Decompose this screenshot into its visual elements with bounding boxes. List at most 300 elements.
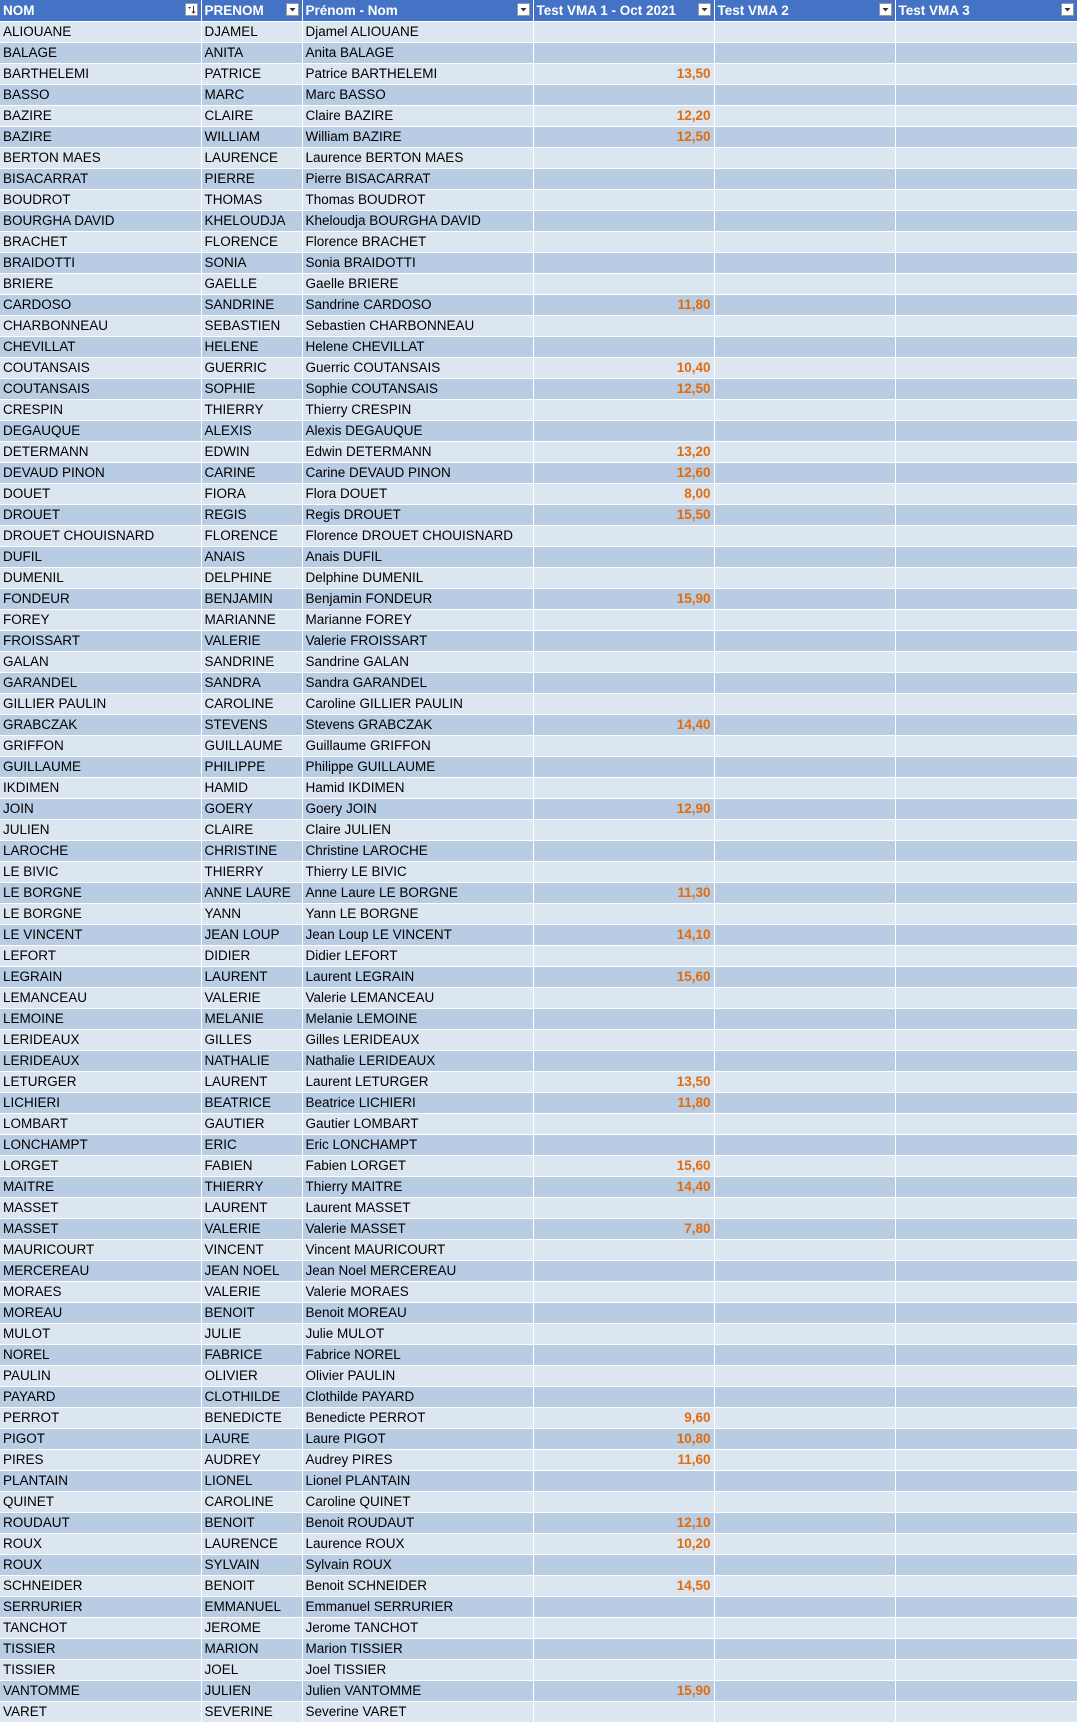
cell-nom[interactable]: DROUET CHOUISNARD [0, 526, 201, 547]
cell-prenom-nom[interactable]: Caroline GILLIER PAULIN [302, 694, 533, 715]
cell-vma2[interactable] [714, 652, 895, 673]
cell-vma1[interactable] [533, 232, 714, 253]
cell-vma3[interactable] [895, 1660, 1077, 1681]
cell-vma2[interactable] [714, 862, 895, 883]
cell-prenom[interactable]: PIERRE [201, 169, 302, 190]
cell-vma3[interactable] [895, 1324, 1077, 1345]
cell-vma1[interactable]: 15,50 [533, 505, 714, 526]
cell-vma2[interactable] [714, 1618, 895, 1639]
cell-vma2[interactable] [714, 799, 895, 820]
cell-prenom-nom[interactable]: Delphine DUMENIL [302, 568, 533, 589]
cell-prenom-nom[interactable]: Florence BRACHET [302, 232, 533, 253]
cell-vma1[interactable] [533, 1492, 714, 1513]
cell-prenom[interactable]: SYLVAIN [201, 1555, 302, 1576]
cell-prenom-nom[interactable]: Benoit MOREAU [302, 1303, 533, 1324]
cell-vma3[interactable] [895, 253, 1077, 274]
cell-vma1[interactable] [533, 526, 714, 547]
cell-vma2[interactable] [714, 358, 895, 379]
cell-nom[interactable]: LEMANCEAU [0, 988, 201, 1009]
cell-vma2[interactable] [714, 190, 895, 211]
cell-nom[interactable]: COUTANSAIS [0, 379, 201, 400]
cell-nom[interactable]: LEMOINE [0, 1009, 201, 1030]
cell-prenom-nom[interactable]: Philippe GUILLAUME [302, 757, 533, 778]
cell-prenom[interactable]: LAURENT [201, 1072, 302, 1093]
cell-vma1[interactable]: 11,30 [533, 883, 714, 904]
cell-prenom-nom[interactable]: William BAZIRE [302, 127, 533, 148]
cell-prenom-nom[interactable]: Flora DOUET [302, 484, 533, 505]
cell-vma3[interactable] [895, 988, 1077, 1009]
cell-vma3[interactable] [895, 1576, 1077, 1597]
cell-vma1[interactable] [533, 946, 714, 967]
cell-vma1[interactable]: 11,60 [533, 1450, 714, 1471]
cell-vma1[interactable]: 14,40 [533, 1177, 714, 1198]
cell-nom[interactable]: PAYARD [0, 1387, 201, 1408]
cell-nom[interactable]: BARTHELEMI [0, 64, 201, 85]
cell-nom[interactable]: VANTOMME [0, 1681, 201, 1702]
cell-prenom[interactable]: VINCENT [201, 1240, 302, 1261]
cell-prenom[interactable]: VALERIE [201, 988, 302, 1009]
cell-vma3[interactable] [895, 1030, 1077, 1051]
cell-prenom-nom[interactable]: Laurent LETURGER [302, 1072, 533, 1093]
cell-vma1[interactable] [533, 1114, 714, 1135]
cell-nom[interactable]: GILLIER PAULIN [0, 694, 201, 715]
cell-vma2[interactable] [714, 694, 895, 715]
cell-vma2[interactable] [714, 946, 895, 967]
cell-vma3[interactable] [895, 1093, 1077, 1114]
cell-prenom[interactable]: AUDREY [201, 1450, 302, 1471]
cell-vma3[interactable] [895, 127, 1077, 148]
cell-vma1[interactable] [533, 1618, 714, 1639]
cell-nom[interactable]: ROUX [0, 1534, 201, 1555]
cell-vma3[interactable] [895, 1345, 1077, 1366]
cell-vma2[interactable] [714, 1072, 895, 1093]
cell-vma3[interactable] [895, 1471, 1077, 1492]
cell-vma3[interactable] [895, 190, 1077, 211]
cell-prenom[interactable]: BENOIT [201, 1576, 302, 1597]
cell-prenom[interactable]: ANNE LAURE [201, 883, 302, 904]
column-header-prenom[interactable] [201, 0, 302, 22]
cell-nom[interactable]: SCHNEIDER [0, 1576, 201, 1597]
column-header-vma2[interactable] [714, 0, 895, 22]
cell-prenom[interactable]: SANDRINE [201, 295, 302, 316]
cell-nom[interactable]: CRESPIN [0, 400, 201, 421]
cell-nom[interactable]: BRACHET [0, 232, 201, 253]
cell-nom[interactable]: PAULIN [0, 1366, 201, 1387]
cell-vma2[interactable] [714, 1534, 895, 1555]
cell-vma2[interactable] [714, 883, 895, 904]
cell-prenom[interactable]: PHILIPPE [201, 757, 302, 778]
cell-prenom-nom[interactable]: Laurent LEGRAIN [302, 967, 533, 988]
cell-vma3[interactable] [895, 1639, 1077, 1660]
cell-vma1[interactable]: 9,60 [533, 1408, 714, 1429]
cell-vma3[interactable] [895, 1177, 1077, 1198]
cell-nom[interactable]: DETERMANN [0, 442, 201, 463]
cell-prenom-nom[interactable]: Guillaume GRIFFON [302, 736, 533, 757]
dropdown-icon[interactable] [517, 3, 530, 16]
cell-nom[interactable]: TISSIER [0, 1660, 201, 1681]
cell-prenom[interactable]: LIONEL [201, 1471, 302, 1492]
cell-vma3[interactable] [895, 64, 1077, 85]
cell-vma1[interactable] [533, 631, 714, 652]
cell-prenom[interactable]: GILLES [201, 1030, 302, 1051]
cell-vma2[interactable] [714, 1177, 895, 1198]
cell-nom[interactable]: LOMBART [0, 1114, 201, 1135]
cell-prenom[interactable]: FLORENCE [201, 232, 302, 253]
cell-prenom[interactable]: BENOIT [201, 1303, 302, 1324]
cell-prenom-nom[interactable]: Eric LONCHAMPT [302, 1135, 533, 1156]
cell-prenom[interactable]: LAURE [201, 1429, 302, 1450]
cell-vma2[interactable] [714, 1282, 895, 1303]
cell-vma2[interactable] [714, 1240, 895, 1261]
cell-prenom[interactable]: LAURENCE [201, 1534, 302, 1555]
cell-prenom[interactable]: EDWIN [201, 442, 302, 463]
cell-nom[interactable]: FOREY [0, 610, 201, 631]
cell-vma3[interactable] [895, 148, 1077, 169]
cell-nom[interactable]: PIGOT [0, 1429, 201, 1450]
cell-nom[interactable]: LAROCHE [0, 841, 201, 862]
cell-vma3[interactable] [895, 799, 1077, 820]
cell-prenom[interactable]: LAURENT [201, 1198, 302, 1219]
cell-vma2[interactable] [714, 1471, 895, 1492]
cell-nom[interactable]: GUILLAUME [0, 757, 201, 778]
cell-vma1[interactable] [533, 43, 714, 64]
cell-prenom[interactable]: LAURENCE [201, 148, 302, 169]
cell-nom[interactable]: MAURICOURT [0, 1240, 201, 1261]
cell-vma2[interactable] [714, 316, 895, 337]
cell-vma2[interactable] [714, 715, 895, 736]
cell-vma3[interactable] [895, 442, 1077, 463]
cell-prenom[interactable]: JEAN NOEL [201, 1261, 302, 1282]
cell-prenom-nom[interactable]: Joel TISSIER [302, 1660, 533, 1681]
cell-vma2[interactable] [714, 1219, 895, 1240]
cell-prenom-nom[interactable]: Thierry CRESPIN [302, 400, 533, 421]
cell-nom[interactable]: LERIDEAUX [0, 1030, 201, 1051]
cell-vma1[interactable]: 10,40 [533, 358, 714, 379]
cell-prenom-nom[interactable]: Stevens GRABCZAK [302, 715, 533, 736]
cell-prenom[interactable]: CAROLINE [201, 1492, 302, 1513]
cell-prenom[interactable]: ERIC [201, 1135, 302, 1156]
cell-prenom[interactable]: HELENE [201, 337, 302, 358]
cell-vma2[interactable] [714, 274, 895, 295]
cell-vma1[interactable] [533, 1702, 714, 1723]
cell-vma3[interactable] [895, 652, 1077, 673]
cell-vma2[interactable] [714, 925, 895, 946]
cell-vma1[interactable] [533, 1324, 714, 1345]
cell-prenom-nom[interactable]: Sandrine CARDOSO [302, 295, 533, 316]
cell-vma1[interactable]: 11,80 [533, 1093, 714, 1114]
cell-vma3[interactable] [895, 673, 1077, 694]
cell-vma1[interactable]: 13,50 [533, 64, 714, 85]
cell-vma2[interactable] [714, 1093, 895, 1114]
cell-nom[interactable]: ROUX [0, 1555, 201, 1576]
cell-vma2[interactable] [714, 610, 895, 631]
cell-vma1[interactable] [533, 169, 714, 190]
cell-prenom[interactable]: MELANIE [201, 1009, 302, 1030]
cell-prenom-nom[interactable]: Anne Laure LE BORGNE [302, 883, 533, 904]
cell-vma2[interactable] [714, 1492, 895, 1513]
cell-vma1[interactable] [533, 736, 714, 757]
cell-prenom-nom[interactable]: Benedicte PERROT [302, 1408, 533, 1429]
cell-prenom[interactable]: HAMID [201, 778, 302, 799]
cell-vma3[interactable] [895, 1072, 1077, 1093]
cell-nom[interactable]: JULIEN [0, 820, 201, 841]
cell-vma1[interactable] [533, 190, 714, 211]
cell-prenom-nom[interactable]: Caroline QUINET [302, 1492, 533, 1513]
cell-prenom[interactable]: VALERIE [201, 1219, 302, 1240]
cell-vma3[interactable] [895, 337, 1077, 358]
cell-vma3[interactable] [895, 1219, 1077, 1240]
cell-vma1[interactable] [533, 253, 714, 274]
cell-vma1[interactable] [533, 1009, 714, 1030]
cell-vma1[interactable] [533, 1051, 714, 1072]
cell-vma1[interactable] [533, 1660, 714, 1681]
cell-vma2[interactable] [714, 400, 895, 421]
cell-vma2[interactable] [714, 1303, 895, 1324]
cell-vma1[interactable] [533, 820, 714, 841]
cell-vma2[interactable] [714, 379, 895, 400]
dropdown-icon[interactable] [879, 3, 892, 16]
cell-nom[interactable]: PERROT [0, 1408, 201, 1429]
cell-prenom-nom[interactable]: Sandrine GALAN [302, 652, 533, 673]
cell-nom[interactable]: LEFORT [0, 946, 201, 967]
cell-prenom-nom[interactable]: Gautier LOMBART [302, 1114, 533, 1135]
cell-vma1[interactable]: 15,90 [533, 1681, 714, 1702]
dropdown-icon[interactable] [698, 3, 711, 16]
cell-vma2[interactable] [714, 757, 895, 778]
cell-prenom[interactable]: VALERIE [201, 631, 302, 652]
cell-vma2[interactable] [714, 1156, 895, 1177]
cell-prenom-nom[interactable]: Anais DUFIL [302, 547, 533, 568]
cell-nom[interactable]: BRIERE [0, 274, 201, 295]
cell-prenom[interactable]: FLORENCE [201, 526, 302, 547]
cell-prenom-nom[interactable]: Gaelle BRIERE [302, 274, 533, 295]
cell-nom[interactable]: PIRES [0, 1450, 201, 1471]
cell-nom[interactable]: QUINET [0, 1492, 201, 1513]
cell-vma3[interactable] [895, 400, 1077, 421]
cell-prenom-nom[interactable]: Marc BASSO [302, 85, 533, 106]
cell-nom[interactable]: CARDOSO [0, 295, 201, 316]
cell-prenom[interactable]: CLAIRE [201, 820, 302, 841]
cell-vma2[interactable] [714, 232, 895, 253]
cell-vma3[interactable] [895, 526, 1077, 547]
cell-vma1[interactable] [533, 1387, 714, 1408]
cell-prenom[interactable]: CLOTHILDE [201, 1387, 302, 1408]
cell-prenom[interactable]: DJAMEL [201, 22, 302, 43]
cell-vma1[interactable] [533, 904, 714, 925]
cell-prenom-nom[interactable]: Benjamin FONDEUR [302, 589, 533, 610]
cell-vma3[interactable] [895, 505, 1077, 526]
cell-vma3[interactable] [895, 862, 1077, 883]
cell-vma1[interactable]: 13,20 [533, 442, 714, 463]
cell-nom[interactable]: LICHIERI [0, 1093, 201, 1114]
dropdown-icon[interactable] [1061, 3, 1074, 16]
cell-vma1[interactable]: 13,50 [533, 1072, 714, 1093]
cell-vma1[interactable]: 11,80 [533, 295, 714, 316]
cell-vma1[interactable] [533, 757, 714, 778]
cell-nom[interactable]: MASSET [0, 1198, 201, 1219]
cell-vma3[interactable] [895, 1240, 1077, 1261]
cell-nom[interactable]: ROUDAUT [0, 1513, 201, 1534]
cell-vma3[interactable] [895, 358, 1077, 379]
cell-vma3[interactable] [895, 715, 1077, 736]
cell-nom[interactable]: CHARBONNEAU [0, 316, 201, 337]
cell-prenom-nom[interactable]: Sebastien CHARBONNEAU [302, 316, 533, 337]
cell-prenom-nom[interactable]: Julie MULOT [302, 1324, 533, 1345]
cell-vma3[interactable] [895, 778, 1077, 799]
column-header-prenom-nom[interactable] [302, 0, 533, 22]
cell-vma1[interactable] [533, 421, 714, 442]
cell-vma1[interactable] [533, 1282, 714, 1303]
cell-vma3[interactable] [895, 1408, 1077, 1429]
cell-vma3[interactable] [895, 421, 1077, 442]
cell-prenom-nom[interactable]: Valerie FROISSART [302, 631, 533, 652]
cell-prenom[interactable]: MARC [201, 85, 302, 106]
cell-nom[interactable]: DUFIL [0, 547, 201, 568]
cell-vma1[interactable] [533, 568, 714, 589]
cell-nom[interactable]: DUMENIL [0, 568, 201, 589]
cell-vma2[interactable] [714, 820, 895, 841]
cell-prenom[interactable]: JEAN LOUP [201, 925, 302, 946]
cell-prenom[interactable]: LAURENT [201, 967, 302, 988]
cell-prenom[interactable]: FABRICE [201, 1345, 302, 1366]
cell-vma1[interactable]: 14,50 [533, 1576, 714, 1597]
cell-prenom-nom[interactable]: Sylvain ROUX [302, 1555, 533, 1576]
cell-vma1[interactable] [533, 316, 714, 337]
cell-prenom[interactable]: SEVERINE [201, 1702, 302, 1723]
cell-prenom[interactable]: MARIANNE [201, 610, 302, 631]
cell-vma2[interactable] [714, 736, 895, 757]
cell-nom[interactable]: DEGAUQUE [0, 421, 201, 442]
cell-vma1[interactable] [533, 1261, 714, 1282]
cell-prenom[interactable]: SEBASTIEN [201, 316, 302, 337]
cell-vma3[interactable] [895, 1261, 1077, 1282]
cell-prenom[interactable]: JEROME [201, 1618, 302, 1639]
cell-prenom[interactable]: YANN [201, 904, 302, 925]
cell-prenom[interactable]: DIDIER [201, 946, 302, 967]
cell-vma3[interactable] [895, 1051, 1077, 1072]
cell-prenom[interactable]: GAELLE [201, 274, 302, 295]
cell-nom[interactable]: BALAGE [0, 43, 201, 64]
cell-vma1[interactable]: 7,80 [533, 1219, 714, 1240]
cell-prenom-nom[interactable]: Laurence BERTON MAES [302, 148, 533, 169]
cell-prenom-nom[interactable]: Jean Noel MERCEREAU [302, 1261, 533, 1282]
cell-prenom-nom[interactable]: Emmanuel SERRURIER [302, 1597, 533, 1618]
cell-vma3[interactable] [895, 757, 1077, 778]
cell-prenom-nom[interactable]: Guerric COUTANSAIS [302, 358, 533, 379]
cell-vma2[interactable] [714, 841, 895, 862]
cell-vma2[interactable] [714, 1324, 895, 1345]
cell-vma3[interactable] [895, 841, 1077, 862]
cell-vma3[interactable] [895, 106, 1077, 127]
cell-prenom-nom[interactable]: Edwin DETERMANN [302, 442, 533, 463]
cell-nom[interactable]: FROISSART [0, 631, 201, 652]
cell-prenom[interactable]: KHELOUDJA [201, 211, 302, 232]
cell-nom[interactable]: DOUET [0, 484, 201, 505]
cell-prenom[interactable]: THIERRY [201, 1177, 302, 1198]
cell-vma3[interactable] [895, 1429, 1077, 1450]
cell-vma1[interactable] [533, 778, 714, 799]
cell-vma2[interactable] [714, 547, 895, 568]
cell-vma1[interactable] [533, 1240, 714, 1261]
cell-vma3[interactable] [895, 925, 1077, 946]
dropdown-icon[interactable] [286, 3, 299, 16]
cell-nom[interactable]: MERCEREAU [0, 1261, 201, 1282]
cell-vma2[interactable] [714, 169, 895, 190]
cell-vma3[interactable] [895, 1303, 1077, 1324]
cell-prenom[interactable]: OLIVIER [201, 1366, 302, 1387]
cell-vma3[interactable] [895, 568, 1077, 589]
cell-prenom-nom[interactable]: Regis DROUET [302, 505, 533, 526]
cell-prenom[interactable]: BENOIT [201, 1513, 302, 1534]
cell-nom[interactable]: GALAN [0, 652, 201, 673]
cell-vma2[interactable] [714, 463, 895, 484]
cell-prenom[interactable]: CHRISTINE [201, 841, 302, 862]
cell-prenom[interactable]: BENEDICTE [201, 1408, 302, 1429]
cell-prenom-nom[interactable]: Clothilde PAYARD [302, 1387, 533, 1408]
cell-vma3[interactable] [895, 1009, 1077, 1030]
cell-vma2[interactable] [714, 673, 895, 694]
cell-vma3[interactable] [895, 1555, 1077, 1576]
cell-vma2[interactable] [714, 1660, 895, 1681]
cell-vma2[interactable] [714, 988, 895, 1009]
cell-vma1[interactable] [533, 1030, 714, 1051]
cell-nom[interactable]: LE BORGNE [0, 904, 201, 925]
cell-prenom[interactable]: VALERIE [201, 1282, 302, 1303]
cell-vma2[interactable] [714, 442, 895, 463]
cell-vma3[interactable] [895, 274, 1077, 295]
cell-vma1[interactable] [533, 652, 714, 673]
cell-vma3[interactable] [895, 1597, 1077, 1618]
cell-vma3[interactable] [895, 1450, 1077, 1471]
cell-vma2[interactable] [714, 85, 895, 106]
cell-prenom[interactable]: WILLIAM [201, 127, 302, 148]
cell-vma3[interactable] [895, 463, 1077, 484]
cell-prenom-nom[interactable]: Hamid IKDIMEN [302, 778, 533, 799]
cell-vma2[interactable] [714, 568, 895, 589]
cell-nom[interactable]: BISACARRAT [0, 169, 201, 190]
cell-prenom-nom[interactable]: Olivier PAULIN [302, 1366, 533, 1387]
cell-vma2[interactable] [714, 148, 895, 169]
cell-vma2[interactable] [714, 967, 895, 988]
cell-nom[interactable]: MOREAU [0, 1303, 201, 1324]
cell-prenom-nom[interactable]: Lionel PLANTAIN [302, 1471, 533, 1492]
cell-vma1[interactable] [533, 22, 714, 43]
cell-vma2[interactable] [714, 1009, 895, 1030]
cell-vma2[interactable] [714, 1429, 895, 1450]
cell-prenom[interactable]: GOERY [201, 799, 302, 820]
cell-vma3[interactable] [895, 43, 1077, 64]
cell-nom[interactable]: LEGRAIN [0, 967, 201, 988]
cell-prenom[interactable]: SANDRINE [201, 652, 302, 673]
cell-prenom[interactable]: JULIEN [201, 1681, 302, 1702]
cell-nom[interactable]: FONDEUR [0, 589, 201, 610]
cell-prenom-nom[interactable]: Jerome TANCHOT [302, 1618, 533, 1639]
cell-vma2[interactable] [714, 253, 895, 274]
cell-vma3[interactable] [895, 232, 1077, 253]
cell-vma1[interactable] [533, 988, 714, 1009]
cell-nom[interactable]: MASSET [0, 1219, 201, 1240]
cell-prenom-nom[interactable]: Severine VARET [302, 1702, 533, 1723]
cell-nom[interactable]: GRIFFON [0, 736, 201, 757]
cell-prenom-nom[interactable]: Jean Loup LE VINCENT [302, 925, 533, 946]
cell-vma2[interactable] [714, 64, 895, 85]
cell-vma2[interactable] [714, 1114, 895, 1135]
column-header-vma3[interactable] [895, 0, 1077, 22]
cell-vma3[interactable] [895, 1513, 1077, 1534]
cell-vma2[interactable] [714, 1555, 895, 1576]
cell-vma2[interactable] [714, 1408, 895, 1429]
cell-vma2[interactable] [714, 1387, 895, 1408]
